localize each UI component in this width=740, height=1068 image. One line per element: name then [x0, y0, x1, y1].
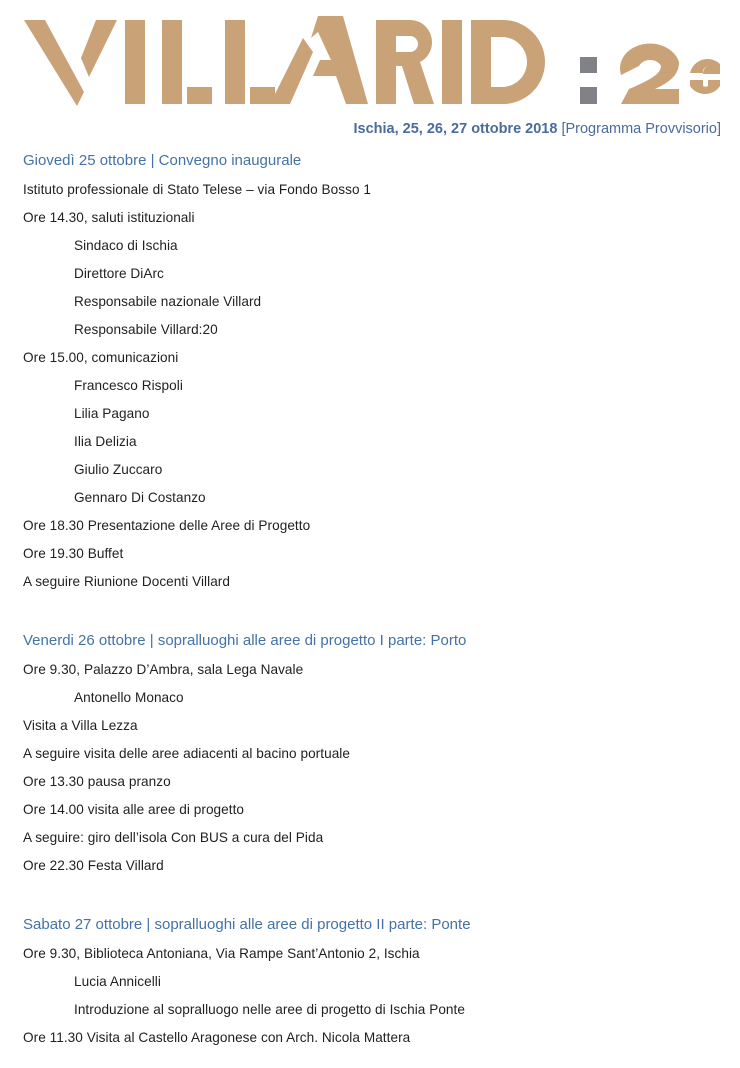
agenda-line: Francesco Rispoli [74, 378, 183, 393]
agenda-line: Ore 9.30, Palazzo D’Ambra, sala Lega Navale [23, 662, 304, 677]
logo-letter-v-right-stroke [81, 20, 117, 77]
agenda-line: Responsabile nazionale Villard [74, 294, 262, 309]
agenda-line: Sindaco di Ischia [74, 238, 178, 253]
agenda-line: Ore 18.30 Presentazione delle Aree di Progetto [23, 518, 311, 533]
agenda-line: Istituto professionale di Stato Telese – via Fondo Bosso 1 [23, 182, 371, 197]
logo-colon-top [580, 57, 597, 73]
agenda-line: Ore 11.30 Visita al Castello Aragonese con Arch. Nicola Mattera [23, 1030, 411, 1045]
day-heading-saturday: Sabato 27 ottobre | sopralluoghi alle aree di progetto II parte: Ponte [23, 916, 471, 933]
villard-20-logo [22, 16, 722, 108]
agenda-line: Ore 19.30 Buffet [23, 546, 124, 561]
agenda-line: Lilia Pagano [74, 406, 150, 421]
event-dates: Ischia, 25, 26, 27 ottobre 2018 [353, 121, 558, 137]
logo-digit-0 [690, 59, 720, 94]
agenda-line: Gennaro Di Costanzo [74, 490, 206, 505]
agenda-line: Ore 14.30, saluti istituzionali [23, 210, 195, 225]
logo-digit-2 [620, 44, 679, 104]
logo-letter-a-right [311, 16, 368, 104]
agenda-line: Giulio Zuccaro [74, 462, 163, 477]
agenda-line: Antonello Monaco [74, 690, 184, 705]
agenda-line: Responsabile Villard:20 [74, 322, 218, 337]
agenda-line: Direttore DiArc [74, 266, 164, 281]
program-status: [Programma Provvisorio] [561, 121, 721, 137]
day-heading-thursday: Giovedì 25 ottobre | Convegno inaugurale [23, 152, 302, 169]
agenda-line: Ore 9.30, Biblioteca Antoniana, Via Rampe Sant’Antonio 2, Ischia [23, 946, 420, 961]
agenda-line: Ilia Delizia [74, 434, 137, 449]
agenda-line: Ore 13.30 pausa pranzo [23, 774, 171, 789]
agenda-line: Ore 14.00 visita alle aree di progetto [23, 802, 245, 817]
logo-letter-r [376, 20, 434, 104]
agenda-line: Lucia Annicelli [74, 974, 161, 989]
agenda-line: Ore 22.30 Festa Villard [23, 858, 164, 873]
day-heading-friday: Venerdi 26 ottobre | sopralluoghi alle aree di progetto I parte: Porto [23, 632, 467, 649]
logo-colon-bottom [580, 87, 597, 104]
logo-letter-i [125, 20, 145, 104]
agenda-line: A seguire: giro dell’isola Con BUS a cura del Pida [23, 830, 324, 845]
agenda-line: Introduzione al sopralluogo nelle aree di progetto di Ischia Ponte [74, 1002, 465, 1017]
agenda-line: Ore 15.00, comunicazioni [23, 350, 179, 365]
logo-letter-a-left [270, 38, 313, 104]
logo-letter-v-left-stroke [24, 20, 84, 106]
agenda-line: A seguire visita delle aree adiacenti al bacino portuale [23, 746, 350, 761]
agenda-line: A seguire Riunione Docenti Villard [23, 574, 230, 589]
agenda-line: Visita a Villa Lezza [23, 718, 138, 733]
logo-letter-d [471, 20, 545, 104]
event-subtitle [354, 121, 722, 137]
